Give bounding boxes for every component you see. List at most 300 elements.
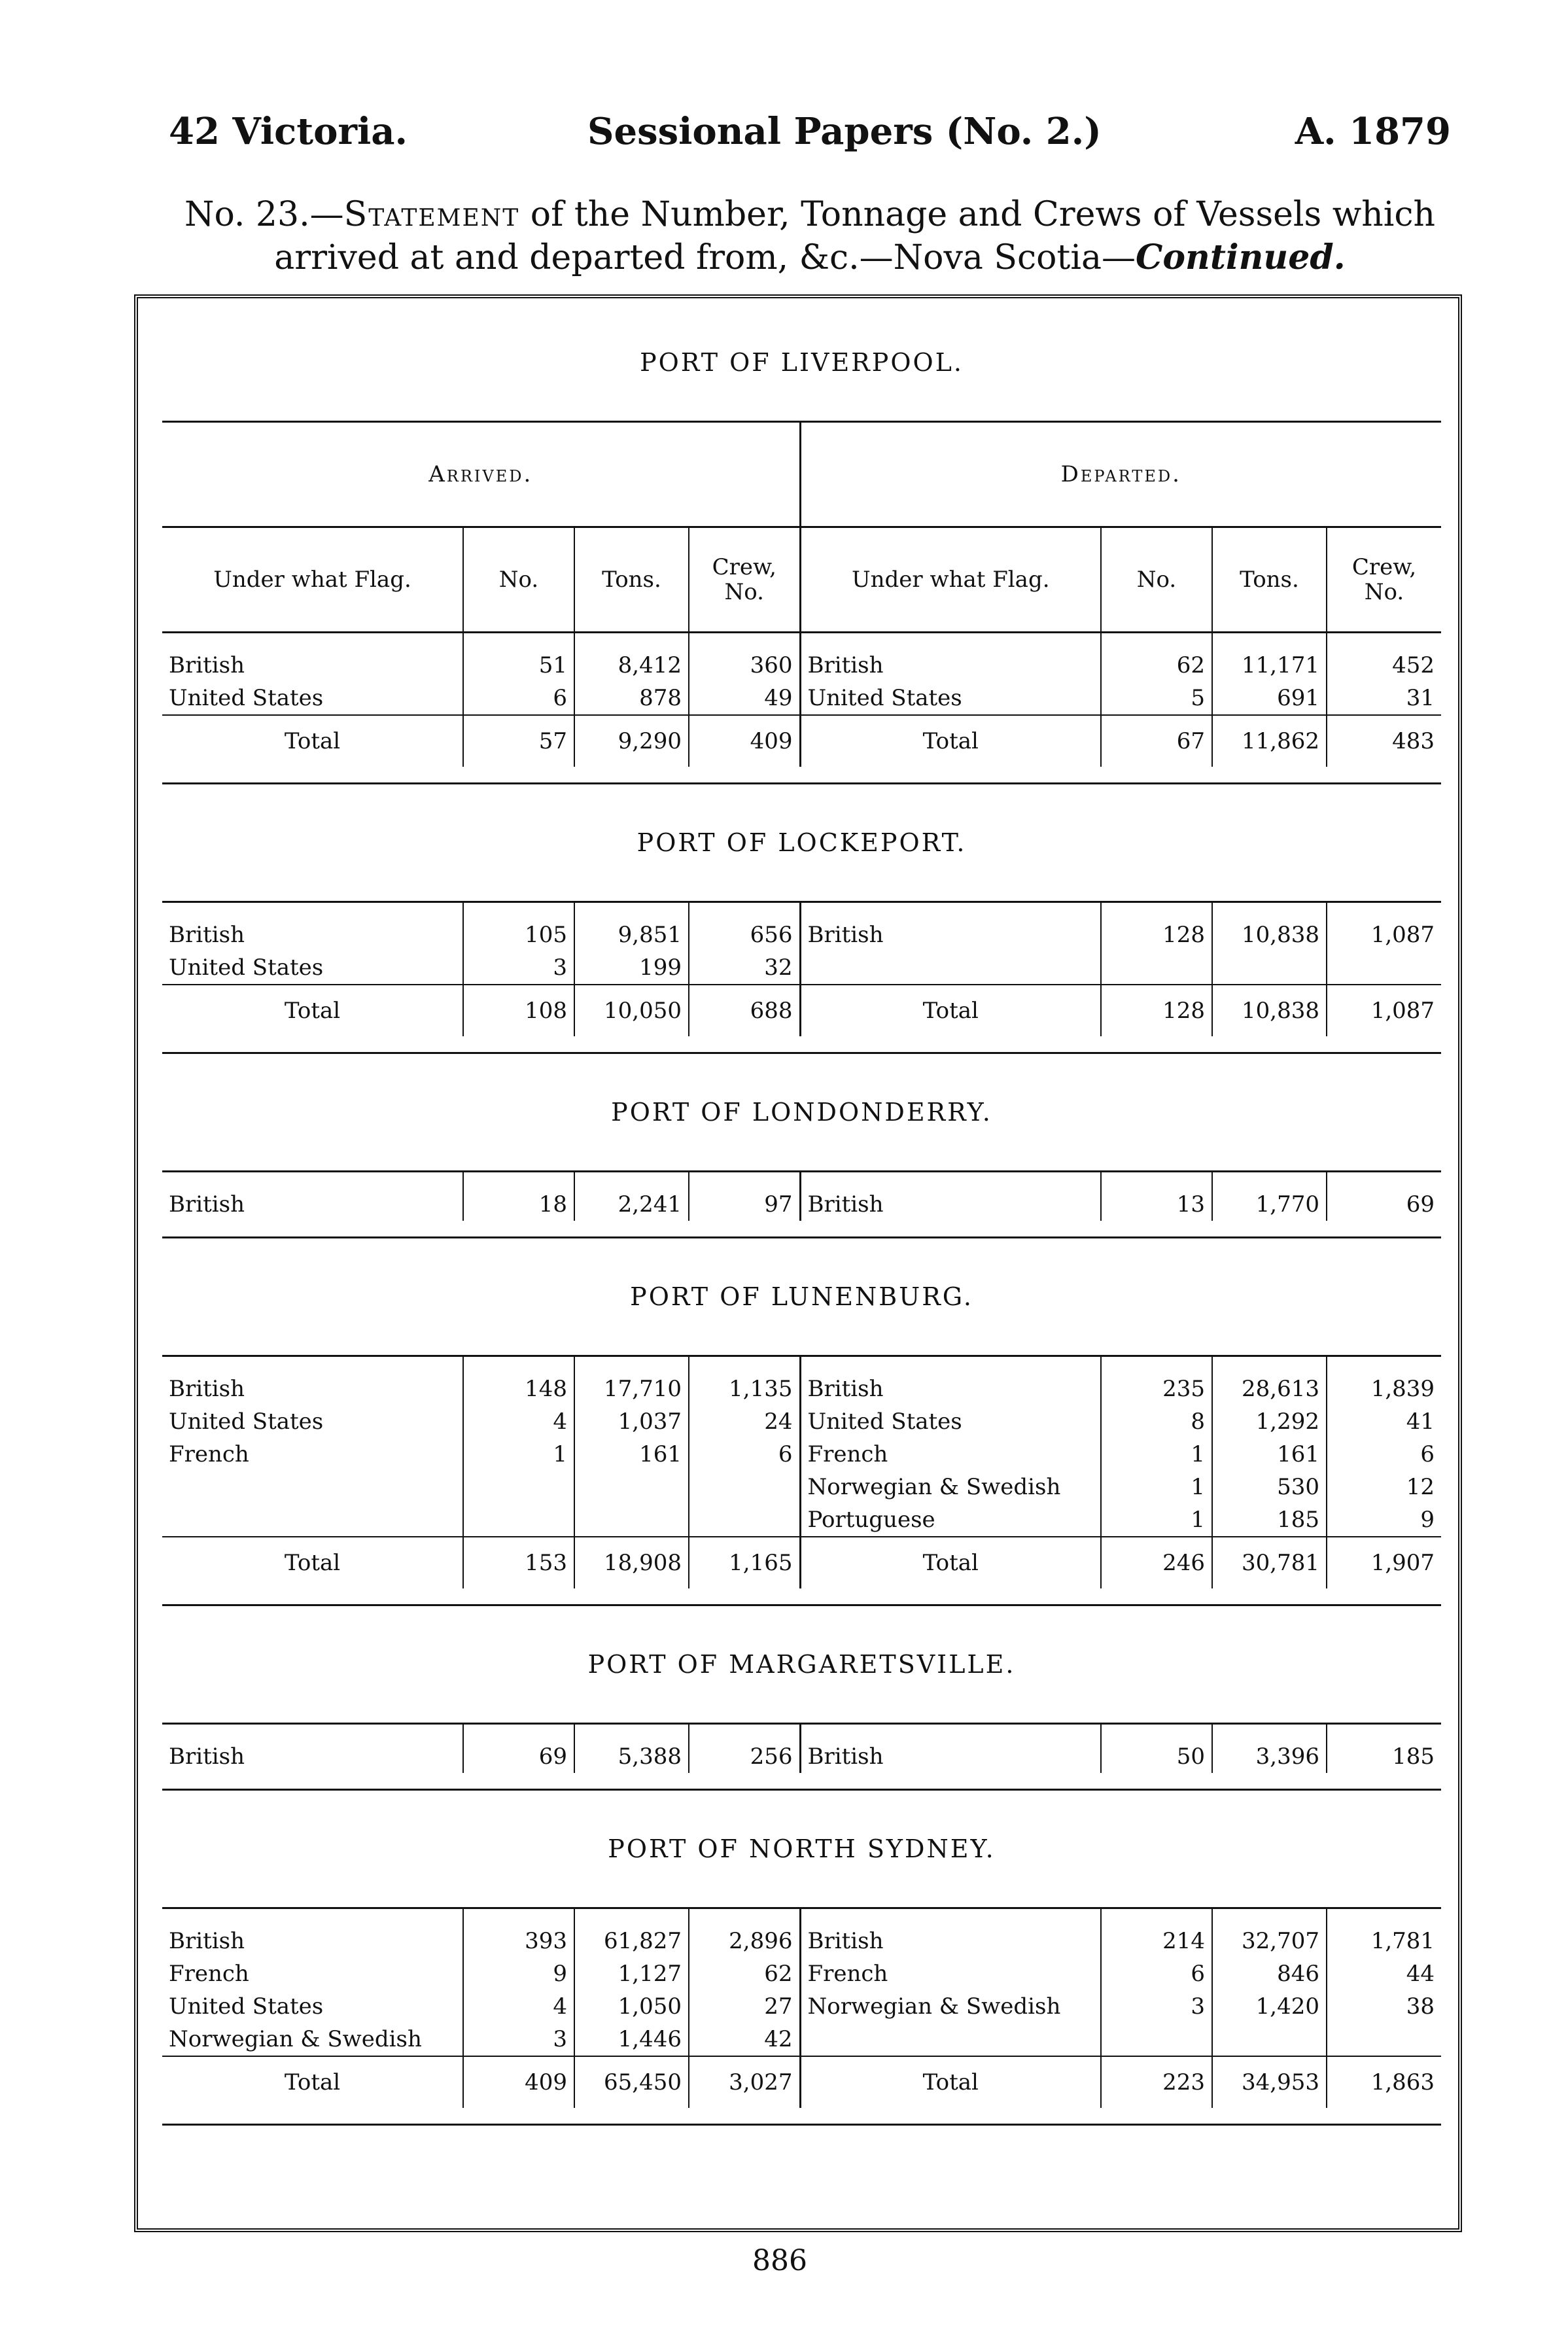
departed-total-no: 128 [1101, 985, 1212, 1036]
spacer-cell [574, 1908, 689, 1925]
arrived-crew: 360 [689, 649, 800, 682]
port-end-cell [162, 767, 463, 784]
departed-tons: 1,292 [1212, 1405, 1327, 1438]
port-title-row [162, 1238, 1441, 1356]
arrived-total-crew: 3,027 [689, 2056, 800, 2108]
departed-total-tons: 10,838 [1212, 985, 1327, 1036]
arrived-no: 6 [463, 682, 574, 715]
port-end-cell [574, 1773, 689, 1790]
departed-no: 3 [1101, 1990, 1212, 2023]
arrived-tons: 1,050 [574, 1990, 689, 2023]
port-end-cell [1327, 1588, 1441, 1605]
spacer-cell [1212, 902, 1327, 919]
departed-empty-tons [1212, 2023, 1327, 2056]
table-row [162, 1740, 1441, 1773]
arrived-tons: 1,127 [574, 1957, 689, 1990]
departed-tons: 185 [1212, 1503, 1327, 1537]
arrived-flag: United States [169, 685, 324, 711]
port-end-cell [689, 1221, 800, 1238]
port-end-cell [800, 2108, 1101, 2125]
departed-tons: 3,396 [1212, 1740, 1327, 1773]
spacer-cell [463, 1356, 574, 1373]
departed-heading: Departed. [800, 422, 1441, 527]
arrived-tons: 5,388 [574, 1740, 689, 1773]
spacer-cell [162, 633, 463, 650]
arrived-empty-flag [162, 1471, 463, 1503]
section-head-row [162, 422, 1441, 527]
departed-total-no: 67 [1101, 715, 1212, 767]
arrived-tons: 878 [574, 682, 689, 715]
arrived-total-crew: 1,165 [689, 1537, 800, 1588]
spacer-cell [463, 1908, 574, 1925]
spacer-cell [162, 1356, 463, 1373]
arrived-flag: United States [169, 1993, 324, 2020]
port-end-cell [1101, 1588, 1212, 1605]
port-end-cell [463, 1773, 574, 1790]
spacer-cell [800, 1724, 1101, 1741]
departed-total-no: 246 [1101, 1537, 1212, 1588]
port-end-cell [1212, 1221, 1327, 1238]
port-end-cell [1101, 1036, 1212, 1053]
spacer-cell [1101, 1172, 1212, 1189]
departed-no: 50 [1101, 1740, 1212, 1773]
port-end-cell [800, 1221, 1101, 1238]
port-end-cell [1327, 1773, 1441, 1790]
port-end-cell [689, 2108, 800, 2125]
departed-no: 235 [1101, 1373, 1212, 1405]
departed-tons: 691 [1212, 682, 1327, 715]
spacer-cell [1101, 633, 1212, 650]
port-end-cell [574, 1221, 689, 1238]
port-end-cell [162, 1221, 463, 1238]
spacer-row [162, 633, 1441, 650]
arrived-no: 18 [463, 1188, 574, 1221]
departed-flag: British [800, 919, 1101, 951]
arrived-total-no: 57 [463, 715, 574, 767]
spacer-cell [463, 902, 574, 919]
arrived-tons: 199 [574, 951, 689, 985]
spacer-cell [1212, 1172, 1327, 1189]
arrived-flag: British [169, 1191, 245, 1218]
table-row [162, 682, 1441, 715]
port-end-cell [1212, 1588, 1327, 1605]
arrived-tons: 61,827 [574, 1925, 689, 1957]
arrived-empty-crew [689, 1503, 800, 1537]
departed-tons: 28,613 [1212, 1373, 1327, 1405]
departed-crew: 185 [1327, 1740, 1441, 1773]
port-end-cell [1327, 2108, 1441, 2125]
departed-total-no: 223 [1101, 2056, 1212, 2108]
departed-total-tons: 11,862 [1212, 715, 1327, 767]
departed-tons: 32,707 [1212, 1925, 1327, 1957]
spacer-cell [463, 633, 574, 650]
arrived-crew: 256 [689, 1740, 800, 1773]
arrived-empty-no [463, 1471, 574, 1503]
arrived-flag: French [169, 1961, 249, 1987]
arrived-total-tons: 9,290 [574, 715, 689, 767]
port-end-cell [1327, 767, 1441, 784]
spacer-cell [689, 1724, 800, 1741]
statement-caps: Statement [343, 195, 520, 234]
arrived-tons: 9,851 [574, 919, 689, 951]
departed-tons: 1,420 [1212, 1990, 1327, 2023]
port-title: PORT OF MARGARETSVILLE. [162, 1605, 1441, 1724]
departed-empty-crew [1327, 2023, 1441, 2056]
departed-flag: British [800, 649, 1101, 682]
departed-no: 1 [1101, 1438, 1212, 1471]
departed-empty-no [1101, 951, 1212, 985]
port-title: PORT OF LIVERPOOL. [162, 304, 1441, 422]
departed-flag: British [800, 1188, 1101, 1221]
table-row [162, 1925, 1441, 1957]
departed-no: 62 [1101, 649, 1212, 682]
arrived-crew: 2,896 [689, 1925, 800, 1957]
departed-empty-flag [800, 2023, 1101, 2056]
port-end-cell [1101, 767, 1212, 784]
port-end-row [162, 1773, 1441, 1790]
departed-crew: 41 [1327, 1405, 1441, 1438]
departed-col-flag: Under what Flag. [800, 527, 1101, 633]
arrived-col-crew: Crew, No. [689, 527, 800, 633]
departed-no: 214 [1101, 1925, 1212, 1957]
departed-flag: Portuguese [800, 1503, 1101, 1537]
table-row [162, 919, 1441, 951]
arrived-tons: 8,412 [574, 649, 689, 682]
spacer-cell [1212, 1356, 1327, 1373]
header-sessional-papers: Sessional Papers (No. 2.) [587, 110, 1102, 153]
table-row [162, 1957, 1441, 1990]
departed-flag: Norwegian & Swedish [800, 1471, 1101, 1503]
departed-total-label: Total [800, 715, 1101, 767]
arrived-total-tons: 65,450 [574, 2056, 689, 2108]
port-end-cell [463, 2108, 574, 2125]
departed-tons: 1,770 [1212, 1188, 1327, 1221]
statement-continued: Continued. [1135, 237, 1346, 277]
arrived-crew: 49 [689, 682, 800, 715]
arrived-no: 393 [463, 1925, 574, 1957]
port-end-cell [463, 767, 574, 784]
arrived-crew: 97 [689, 1188, 800, 1221]
page-header [169, 110, 1451, 169]
arrived-crew: 1,135 [689, 1373, 800, 1405]
spacer-cell [1212, 633, 1327, 650]
spacer-cell [1327, 1172, 1441, 1189]
table-row [162, 951, 1441, 985]
port-title-row [162, 304, 1441, 422]
arrived-no: 3 [463, 951, 574, 985]
spacer-row [162, 1908, 1441, 1925]
port-end-cell [574, 2108, 689, 2125]
port-title: PORT OF NORTH SYDNEY. [162, 1790, 1441, 1908]
port-end-row [162, 2108, 1441, 2125]
arrived-flag: British [169, 1376, 245, 1402]
spacer-cell [689, 1172, 800, 1189]
port-end-cell [1101, 1221, 1212, 1238]
arrived-empty-flag [162, 1503, 463, 1537]
arrived-total-tons: 10,050 [574, 985, 689, 1036]
port-end-cell [800, 1588, 1101, 1605]
total-row [162, 1537, 1441, 1588]
arrived-flag: British [169, 1744, 245, 1770]
spacer-row [162, 1356, 1441, 1373]
spacer-cell [162, 1172, 463, 1189]
arrived-col-no: No. [463, 527, 574, 633]
spacer-cell [1101, 1724, 1212, 1741]
departed-flag: Norwegian & Swedish [800, 1990, 1101, 2023]
departed-empty-tons [1212, 951, 1327, 985]
arrived-no: 3 [463, 2023, 574, 2056]
spacer-cell [1101, 1356, 1212, 1373]
port-end-row [162, 1036, 1441, 1053]
port-end-row [162, 1588, 1441, 1605]
table-row [162, 649, 1441, 682]
port-end-cell [1212, 1036, 1327, 1053]
header-session: 42 Victoria. [169, 110, 408, 153]
spacer-row [162, 1724, 1441, 1741]
arrived-total-label: Total [162, 985, 463, 1036]
arrived-flag: British [169, 922, 245, 948]
port-end-cell [1327, 1036, 1441, 1053]
arrived-flag: French [169, 1441, 249, 1467]
port-end-cell [463, 1036, 574, 1053]
port-end-cell [574, 1588, 689, 1605]
port-end-cell [574, 1036, 689, 1053]
spacer-cell [1327, 1724, 1441, 1741]
port-end-cell [162, 2108, 463, 2125]
departed-col-no: No. [1101, 527, 1212, 633]
departed-crew: 9 [1327, 1503, 1441, 1537]
departed-no: 8 [1101, 1405, 1212, 1438]
departed-no: 6 [1101, 1957, 1212, 1990]
departed-crew: 31 [1327, 682, 1441, 715]
departed-no: 13 [1101, 1188, 1212, 1221]
spacer-cell [1101, 1908, 1212, 1925]
arrived-empty-tons [574, 1471, 689, 1503]
arrived-flag: United States [169, 1409, 324, 1435]
port-end-cell [1101, 1773, 1212, 1790]
departed-no: 5 [1101, 682, 1212, 715]
table-row [162, 1405, 1441, 1438]
departed-col-tons: Tons. [1212, 527, 1327, 633]
spacer-cell [800, 633, 1101, 650]
arrived-total-tons: 18,908 [574, 1537, 689, 1588]
table-row [162, 1990, 1441, 2023]
column-head-row [162, 527, 1441, 633]
spacer-row [162, 902, 1441, 919]
departed-tons: 161 [1212, 1438, 1327, 1471]
arrived-crew: 6 [689, 1438, 800, 1471]
total-row [162, 2056, 1441, 2108]
table-row [162, 1503, 1441, 1537]
departed-no: 1 [1101, 1503, 1212, 1537]
departed-total-crew: 1,907 [1327, 1537, 1441, 1588]
arrived-col-tons: Tons. [574, 527, 689, 633]
departed-flag: French [800, 1438, 1101, 1471]
spacer-cell [689, 633, 800, 650]
arrived-tons: 1,446 [574, 2023, 689, 2056]
arrived-empty-no [463, 1503, 574, 1537]
spacer-cell [574, 633, 689, 650]
arrived-crew: 24 [689, 1405, 800, 1438]
spacer-cell [1212, 1724, 1327, 1741]
port-end-cell [162, 1036, 463, 1053]
port-end-cell [800, 1036, 1101, 1053]
departed-col-crew: Crew, No. [1327, 527, 1441, 633]
spacer-cell [574, 1724, 689, 1741]
departed-no: 1 [1101, 1471, 1212, 1503]
statement-number: No. 23.— [184, 195, 344, 234]
table-row [162, 1471, 1441, 1503]
port-title: PORT OF LUNENBURG. [162, 1238, 1441, 1356]
arrived-crew: 62 [689, 1957, 800, 1990]
spacer-cell [800, 1172, 1101, 1189]
spacer-cell [1327, 1908, 1441, 1925]
arrived-total-label: Total [162, 1537, 463, 1588]
departed-total-tons: 34,953 [1212, 2056, 1327, 2108]
arrived-no: 51 [463, 649, 574, 682]
spacer-cell [800, 1356, 1101, 1373]
departed-tons: 530 [1212, 1471, 1327, 1503]
port-end-cell [1101, 2108, 1212, 2125]
departed-total-tons: 30,781 [1212, 1537, 1327, 1588]
total-row [162, 715, 1441, 767]
arrived-flag: United States [169, 955, 324, 981]
port-end-cell [800, 767, 1101, 784]
vessels-table [162, 304, 1441, 2126]
spacer-cell [1327, 1356, 1441, 1373]
arrived-no: 9 [463, 1957, 574, 1990]
departed-no: 128 [1101, 919, 1212, 951]
port-end-cell [800, 1773, 1101, 1790]
arrived-no: 105 [463, 919, 574, 951]
table-row [162, 1438, 1441, 1471]
arrived-flag: British [169, 652, 245, 678]
spacer-cell [574, 902, 689, 919]
port-end-cell [463, 1588, 574, 1605]
spacer-cell [162, 1908, 463, 1925]
port-end-cell [1212, 2108, 1327, 2125]
departed-total-crew: 1,863 [1327, 2056, 1441, 2108]
departed-flag: British [800, 1373, 1101, 1405]
spacer-cell [689, 1356, 800, 1373]
spacer-cell [574, 1172, 689, 1189]
port-title-row [162, 784, 1441, 902]
spacer-cell [463, 1724, 574, 1741]
spacer-cell [1101, 902, 1212, 919]
spacer-cell [1327, 902, 1441, 919]
port-end-cell [1327, 1221, 1441, 1238]
departed-crew: 1,781 [1327, 1925, 1441, 1957]
arrived-no: 4 [463, 1405, 574, 1438]
statement-title [156, 193, 1464, 279]
arrived-empty-tons [574, 1503, 689, 1537]
arrived-no: 69 [463, 1740, 574, 1773]
total-row [162, 985, 1441, 1036]
departed-crew: 69 [1327, 1188, 1441, 1221]
spacer-cell [800, 1908, 1101, 1925]
port-end-cell [162, 1588, 463, 1605]
statement-text: of the Number, Tonnage and Crews of Vessels which arrived at and departed from, &c.—Nova Scotia— [274, 195, 1435, 277]
spacer-cell [463, 1172, 574, 1189]
table-row [162, 2023, 1441, 2056]
port-title-row [162, 1790, 1441, 1908]
arrived-no: 148 [463, 1373, 574, 1405]
arrived-no: 4 [463, 1990, 574, 2023]
departed-total-label: Total [800, 985, 1101, 1036]
departed-empty-no [1101, 2023, 1212, 2056]
spacer-cell [1327, 633, 1441, 650]
port-end-cell [689, 767, 800, 784]
departed-crew: 6 [1327, 1438, 1441, 1471]
port-end-cell [1212, 767, 1327, 784]
departed-total-label: Total [800, 1537, 1101, 1588]
arrived-tons: 2,241 [574, 1188, 689, 1221]
departed-flag: French [800, 1957, 1101, 1990]
departed-tons: 10,838 [1212, 919, 1327, 951]
departed-total-crew: 483 [1327, 715, 1441, 767]
spacer-cell [1212, 1908, 1327, 1925]
departed-flag: United States [800, 682, 1101, 715]
port-end-cell [689, 1588, 800, 1605]
port-end-row [162, 1221, 1441, 1238]
table-row [162, 1373, 1441, 1405]
spacer-cell [162, 902, 463, 919]
departed-flag: British [800, 1925, 1101, 1957]
departed-tons: 11,171 [1212, 649, 1327, 682]
arrived-total-no: 153 [463, 1537, 574, 1588]
departed-crew: 1,087 [1327, 919, 1441, 951]
arrived-flag: British [169, 1928, 245, 1954]
departed-flag: British [800, 1740, 1101, 1773]
departed-empty-flag [800, 951, 1101, 985]
arrived-col-flag: Under what Flag. [162, 527, 463, 633]
spacer-cell [574, 1356, 689, 1373]
spacer-cell [162, 1724, 463, 1741]
arrived-crew: 656 [689, 919, 800, 951]
arrived-heading: Arrived. [162, 422, 800, 527]
arrived-total-crew: 409 [689, 715, 800, 767]
departed-total-label: Total [800, 2056, 1101, 2108]
port-title-row [162, 1053, 1441, 1172]
departed-total-crew: 1,087 [1327, 985, 1441, 1036]
departed-crew: 452 [1327, 649, 1441, 682]
arrived-flag: Norwegian & Swedish [169, 2026, 422, 2052]
departed-crew: 1,839 [1327, 1373, 1441, 1405]
page-number: 886 [752, 2244, 807, 2277]
departed-empty-crew [1327, 951, 1441, 985]
spacer-cell [689, 902, 800, 919]
departed-tons: 846 [1212, 1957, 1327, 1990]
table-row [162, 1188, 1441, 1221]
port-end-cell [1212, 1773, 1327, 1790]
port-end-row [162, 767, 1441, 784]
arrived-empty-crew [689, 1471, 800, 1503]
arrived-crew: 42 [689, 2023, 800, 2056]
arrived-tons: 1,037 [574, 1405, 689, 1438]
port-end-cell [574, 767, 689, 784]
arrived-crew: 32 [689, 951, 800, 985]
departed-crew: 12 [1327, 1471, 1441, 1503]
departed-crew: 38 [1327, 1990, 1441, 2023]
spacer-cell [689, 1908, 800, 1925]
port-end-cell [689, 1036, 800, 1053]
arrived-total-label: Total [162, 715, 463, 767]
header-year: A. 1879 [1295, 110, 1451, 153]
arrived-total-label: Total [162, 2056, 463, 2108]
arrived-tons: 17,710 [574, 1373, 689, 1405]
departed-crew: 44 [1327, 1957, 1441, 1990]
port-end-cell [162, 1773, 463, 1790]
